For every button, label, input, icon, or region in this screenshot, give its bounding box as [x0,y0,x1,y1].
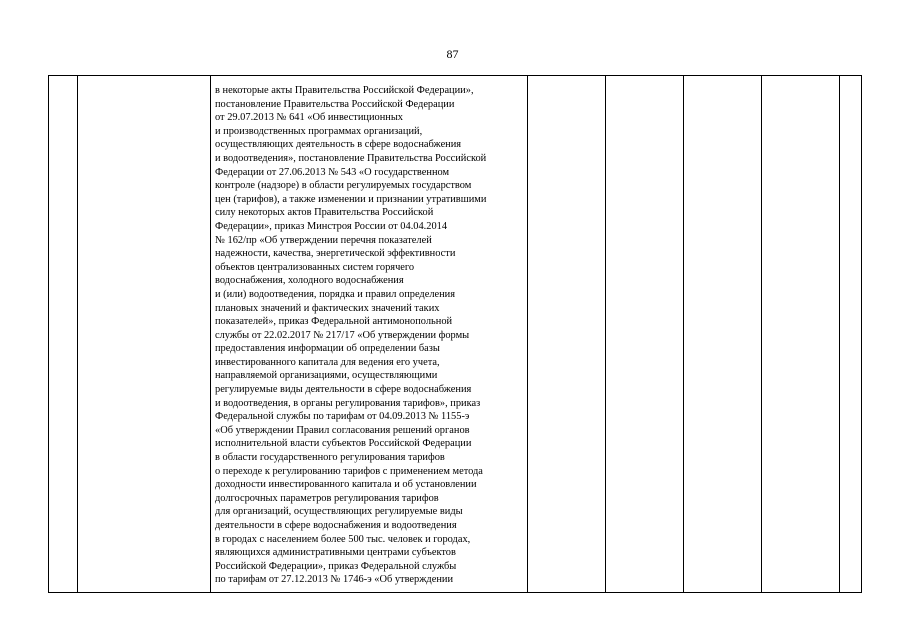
text-line: и водоотведения», постановление Правительства Российской [215,152,487,164]
table-cell-legal-basis [211,76,528,593]
table-cell-col5 [606,76,684,593]
table-cell-col4 [528,76,606,593]
text-line: в некоторые акты Правительства Российской Федерации», [215,85,474,96]
text-line: службы от 22.02.2017 № 217/17 «Об утверждении формы [215,329,470,341]
text-line: осуществляющих деятельность в сфере водоснабжения [215,139,462,151]
text-line: и водоотведения, в органы регулирования тарифов», приказ [215,397,481,409]
text-line: исполнительной власти субъектов Российской Федерации [215,438,472,450]
text-line: в городах с населением более 500 тыс. человек и городах, [215,533,471,545]
text-line: плановых значений и фактических значений таких [215,302,440,314]
text-line: Федерации», приказ Минстроя России от 04.04.2014 [215,220,448,232]
text-line: водоснабжения, холодного водоснабжения [215,275,404,287]
text-line: надежности, качества, энергетической эффективности [215,248,456,260]
text-line: доходности инвестированного капитала и об установлении [215,479,477,491]
legal-basis-text [211,76,527,587]
text-line: от 29.07.2013 № 641 «Об инвестиционных [215,112,403,124]
text-line: предоставления информации об определении базы [215,343,440,355]
document-table [48,75,862,593]
table-cell-col8 [840,76,862,593]
text-line: Российской Федерации», приказ Федеральной службы [215,560,457,572]
text-line: направляемой организациями, осуществляющими [215,370,438,382]
text-line: по тарифам от 27.12.2013 № 1746-э «Об утверждении [215,574,454,586]
text-line: для организаций, осуществляющих регулируемые виды [215,506,463,518]
text-line: являющихся административными центрами субъектов [215,547,456,559]
table-cell-col6 [684,76,762,593]
text-line: контроле (надзоре) в области регулируемых государством [215,180,472,192]
text-line: силу некоторых актов Правительства Российской [215,207,434,219]
text-line: регулируемые виды деятельности в сфере водоснабжения [215,384,472,396]
table-cell-col7 [762,76,840,593]
text-line: инвестированного капитала для ведения его учета, [215,356,440,368]
text-line: показателей», приказ Федеральной антимонопольной [215,316,453,328]
page-number: 87 [446,47,459,61]
table-cell-name [78,76,211,593]
text-line: о переходе к регулированию тарифов с применением метода [215,465,483,477]
text-line: «Об утверждении Правил согласования решений органов [215,424,470,436]
text-line: долгосрочных параметров регулирования тарифов [215,492,439,504]
text-line: в области государственного регулирования тарифов [215,452,445,464]
text-line: и производственных программах организаций, [215,125,423,137]
text-line: цен (тарифов), а также изменении и признании утратившими [215,193,487,205]
text-line: постановление Правительства Российской Федерации [215,98,455,110]
text-line: Федеральной службы по тарифам от 04.09.2013 № 1155-э [215,411,470,423]
text-line: объектов централизованных систем горячего [215,261,415,273]
text-line: и (или) водоотведения, порядка и правил определения [215,288,456,300]
text-line: № 162/пр «Об утверждении перечня показателей [215,234,432,246]
text-line: Федерации от 27.06.2013 № 543 «О государственном [215,166,450,178]
text-line: деятельности в сфере водоснабжения и водоотведения [215,520,457,531]
table-cell-number [49,76,78,593]
